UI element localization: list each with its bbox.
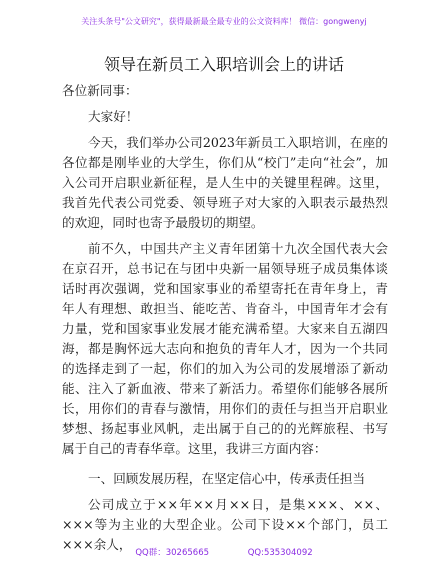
section-heading-1: 一、回顾发展历程，在坚定信心中，传承责任担当 bbox=[88, 471, 366, 486]
footer-qq: QQ:535304092 bbox=[247, 548, 313, 558]
paragraph-company-history: 公司成立于××年××月××日，是集×××、××、×××等为主业的大型企业。公司下设××个部门，员工×××余人， bbox=[62, 497, 388, 552]
footer-qq-group: QQ群：30265665 bbox=[135, 548, 210, 558]
paragraph-welcome: 今天，我们举办公司2023年新员工入职培训，在座的各位都是刚毕业的大学生，你们从“校门”走向“社会”，加入公司开启职业新征程，是人生中的关键里程碑。这里，我首先代表公司党委、领导班子对大家的入职表示最热烈的欢迎，同时也寄予最殷切的期望。 bbox=[62, 135, 388, 230]
paragraph-youth-league: 前不久，中国共产主义青年团第十九次全国代表大会在京召开，总书记在与团中央新一届领导班子成员集体谈话时再次强调，党和国家事业的希望寄托在青年身上，青年人有理想、敢担当、能吃苦、肯奋斗，中国青年才会有力量，党和国家事业发展才能充满希望。大家来自五湖四海，都是胸怀远大志向和抱负的青年人才，因为一个共同的选择走到了一起，你们的加入为公司的发展增添了新动能、注入了新血液、带来了新活力。希望你们能够各展所长，用你们的青春与激情，用你们的责任与担当开启职业梦想、扬起事业风帆，走出属于自己的的光辉旅程、书写属于自己的青春华章。这里，我讲三方面内容： bbox=[62, 241, 388, 456]
greeting: 大家好！ bbox=[88, 109, 139, 124]
header-promo-note: 关注头条号"公文研究"，获得最新最全最专业的公文资料库！ 微信：gongwenyj bbox=[81, 17, 367, 26]
page-title: 领导在新员工入职培训会上的讲话 bbox=[103, 55, 344, 74]
salutation: 各位新同事： bbox=[62, 83, 138, 98]
footer-contact bbox=[0, 546, 448, 558]
